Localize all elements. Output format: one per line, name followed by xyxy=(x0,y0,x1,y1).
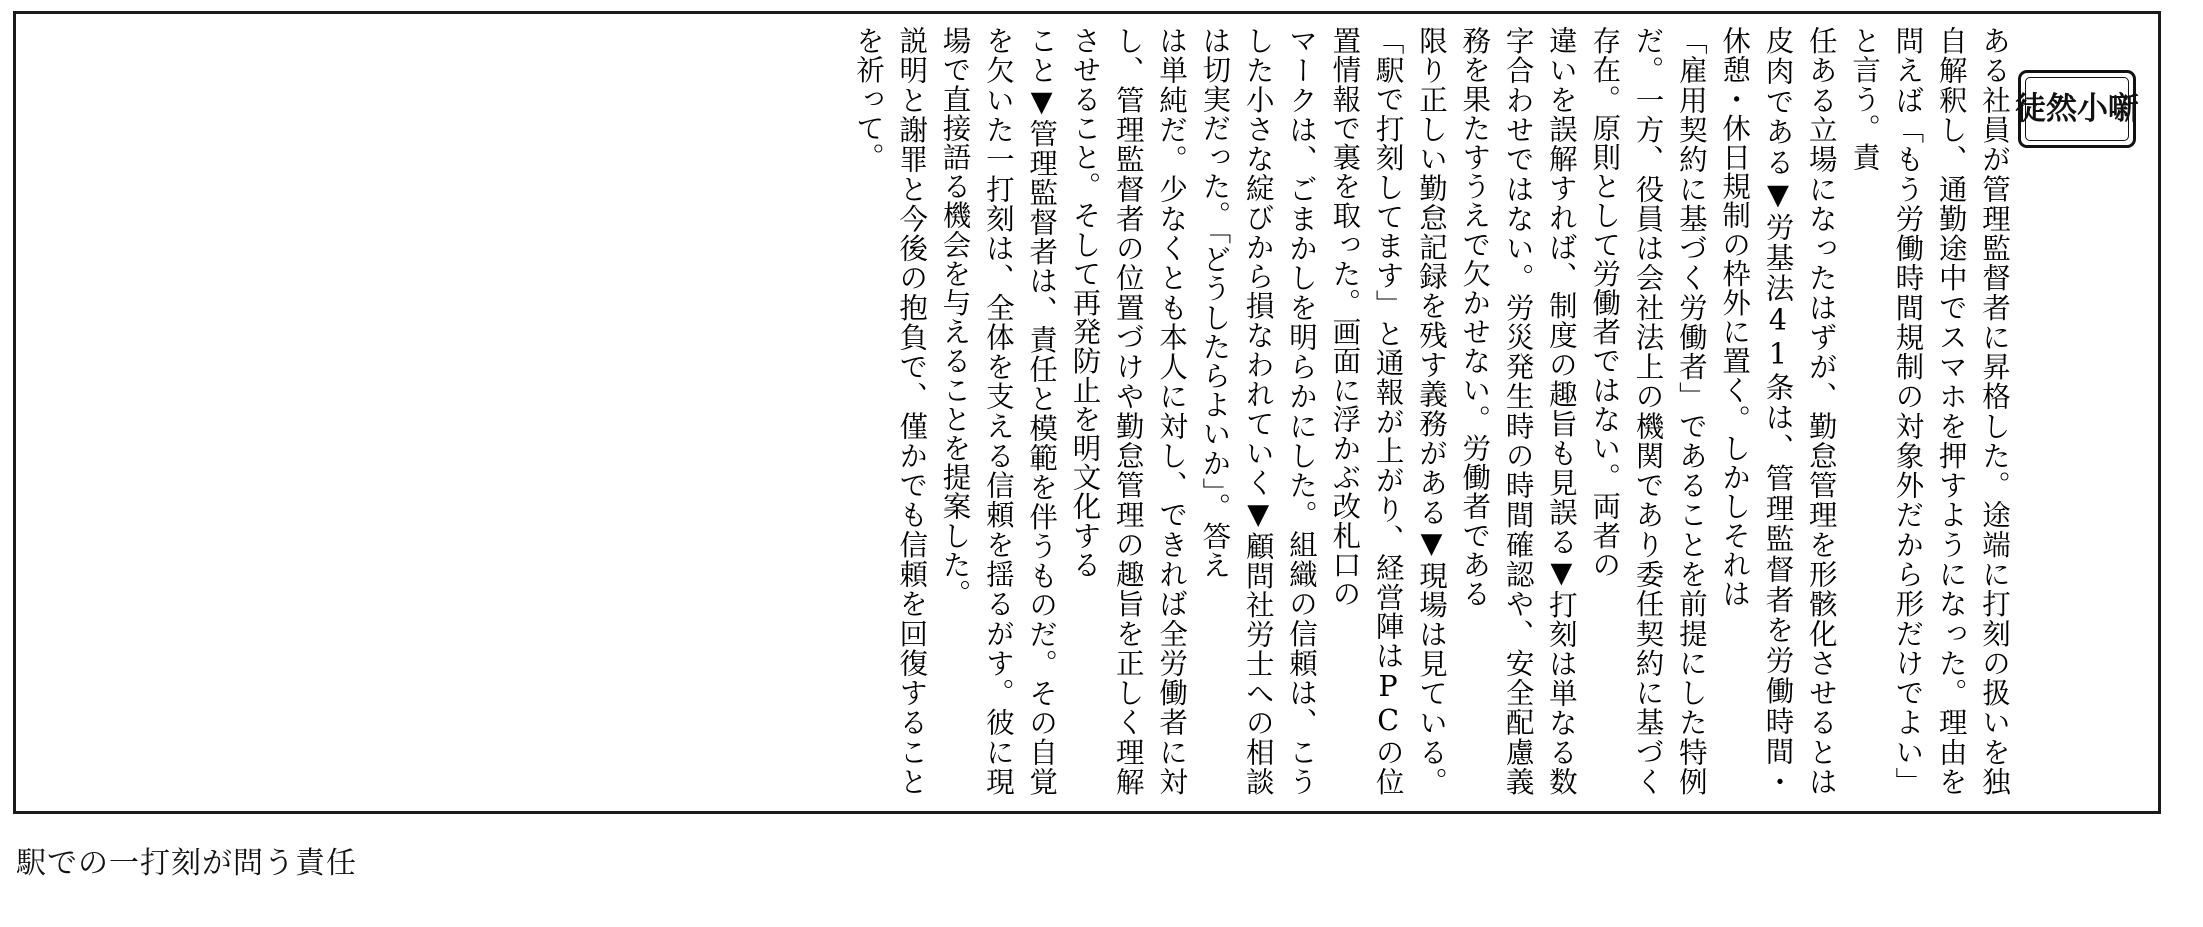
vertical-text-columns xyxy=(30,26,2016,801)
text-column-5: 限り正しい勤怠記録を残す義務がある▼現場は見ている。「駅で打刻してます」と通報が上がり、経営陣はPCの位置情報で裏を取った。画面に浮かぶ改札口の xyxy=(1328,26,1448,796)
text-column-3: 「雇用契約に基づく労働者」であることを前提にした特例だ。一方、役員は会社法上の機関であり委任契約に基づく存在。原則として労働者ではない。両者の xyxy=(1588,26,1708,796)
text-column-7: は単純だ。少なくとも本人に対し、できれば全労働者に対し、管理監督者の位置づけや勤怠管理の趣旨を正しく理解させること。そして再発防止を明文化する xyxy=(1068,26,1189,796)
article-frame xyxy=(13,11,2161,814)
masthead-logo-label: 徒然小噺 xyxy=(2025,77,2129,141)
text-column-9: 説明と謝罪と今後の抱負で、僅かでも信頼を回復することを祈って。 xyxy=(851,26,929,796)
text-column-2: 任ある立場になったはずが、勤怠管理を形骸化させるとは皮肉である▼労基法41条は、管理監督者を労働時間・休憩・休日規制の枠外に置く。しかしそれは xyxy=(1718,26,1838,796)
masthead-logo-box xyxy=(2015,70,2139,148)
text-column-8: こと▼管理監督者は、責任と模範を伴うものだ。その自覚を欠いた一打刻は、全体を支える信頼を揺るがす。彼に現場で直接語る機会を与えることを提案した。 xyxy=(938,26,1059,796)
article-content xyxy=(30,26,2144,799)
text-column-1: ある社員が管理監督者に昇格した。途端に打刻の扱いを独自解釈し、通勤途中でスマホを押すようになった。理由を問えば「もう労働時間規制の対象外だから形だけでよい」と言う。責 xyxy=(1848,26,2011,796)
text-column-4: 違いを誤解すれば、制度の趣旨も見誤る▼打刻は単なる数字合わせではない。労災発生時の時間確認や、安全配慮義務を果たすうえで欠かせない。労働者である xyxy=(1458,26,1578,796)
article-caption: 駅での一打刻が問う責任 xyxy=(16,846,357,881)
text-column-6: マークは、ごまかしを明らかにした。組織の信頼は、こうした小さな綻びから損なわれていく▼顧問社労士への相談は切実だった。「どうしたらよいか」。答え xyxy=(1198,26,1318,796)
masthead xyxy=(2016,26,2138,148)
